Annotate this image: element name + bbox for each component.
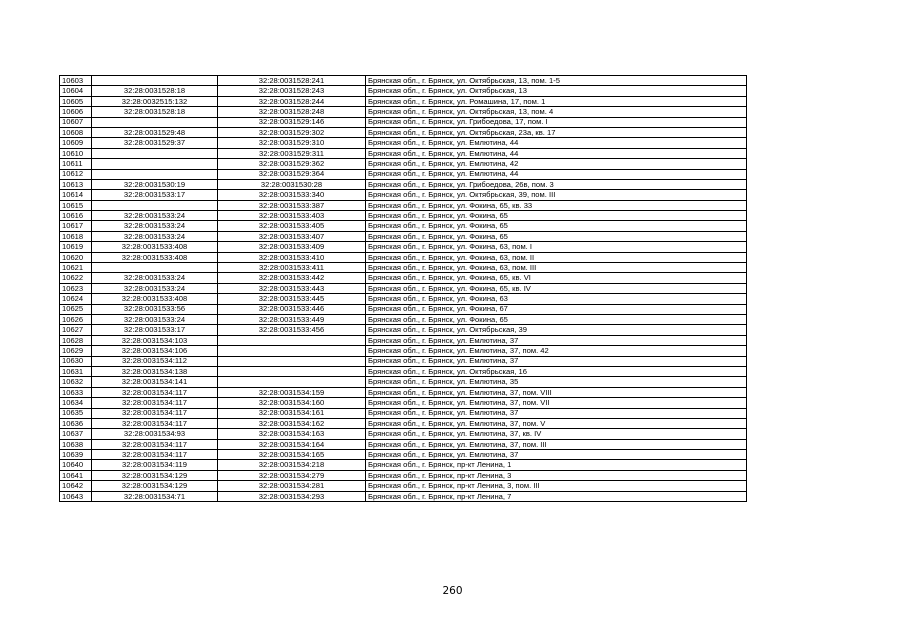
parcel-cadastral-number-cell: 32:28:0031534:71 xyxy=(92,491,218,501)
address-cell: Брянская обл., г. Брянск, ул. Грибоедова, 26в, пом. 3 xyxy=(366,179,747,189)
address-cell: Брянская обл., г. Брянск, ул. Октябрьская, 23а, кв. 17 xyxy=(366,127,747,137)
table-row xyxy=(60,491,747,501)
row-number-cell: 10620 xyxy=(60,252,92,262)
address-cell: Брянская обл., г. Брянск, ул. Фокина, 63 xyxy=(366,294,747,304)
address-cell: Брянская обл., г. Брянск, пр-кт Ленина, 7 xyxy=(366,491,747,501)
address-cell: Брянская обл., г. Брянск, ул. Емлютина, 37, пом. V xyxy=(366,418,747,428)
parcel-cadastral-number-cell xyxy=(92,169,218,179)
table-row xyxy=(60,148,747,158)
parcel-cadastral-number-cell: 32:28:0031533:24 xyxy=(92,221,218,231)
parcel-cadastral-number-cell: 32:28:0031533:408 xyxy=(92,294,218,304)
parcel-cadastral-number-cell: 32:28:0031533:24 xyxy=(92,231,218,241)
parcel-cadastral-number-cell: 32:28:0031534:112 xyxy=(92,356,218,366)
row-number-cell: 10619 xyxy=(60,242,92,252)
row-number-cell: 10643 xyxy=(60,491,92,501)
parcel-cadastral-number-cell: 32:28:0031533:24 xyxy=(92,211,218,221)
address-cell: Брянская обл., г. Брянск, ул. Емлютина, 37, пом. VII xyxy=(366,398,747,408)
parcel-cadastral-number-cell: 32:28:0031529:48 xyxy=(92,127,218,137)
row-number-cell: 10611 xyxy=(60,159,92,169)
table-row xyxy=(60,127,747,137)
parcel-cadastral-number-cell: 32:28:0031530:19 xyxy=(92,179,218,189)
row-number-cell: 10607 xyxy=(60,117,92,127)
table-row xyxy=(60,429,747,439)
object-cadastral-number-cell: 32:28:0031533:387 xyxy=(218,200,366,210)
parcel-cadastral-number-cell: 32:28:0031534:117 xyxy=(92,398,218,408)
row-number-cell: 10626 xyxy=(60,314,92,324)
object-cadastral-number-cell xyxy=(218,346,366,356)
address-cell: Брянская обл., г. Брянск, ул. Октябрьская, 39 xyxy=(366,325,747,335)
parcel-cadastral-number-cell: 32:28:0031534:103 xyxy=(92,335,218,345)
address-cell: Брянская обл., г. Брянск, пр-кт Ленина, 3, пом. III xyxy=(366,481,747,491)
table-row xyxy=(60,96,747,106)
address-cell: Брянская обл., г. Брянск, ул. Фокина, 65, кв. IV xyxy=(366,283,747,293)
table-row xyxy=(60,450,747,460)
object-cadastral-number-cell: 32:28:0031528:243 xyxy=(218,86,366,96)
table-row xyxy=(60,86,747,96)
row-number-cell: 10609 xyxy=(60,138,92,148)
table-row xyxy=(60,179,747,189)
address-cell: Брянская обл., г. Брянск, ул. Емлютина, 37 xyxy=(366,356,747,366)
address-cell: Брянская обл., г. Брянск, ул. Октябрьская, 13 xyxy=(366,86,747,96)
address-cell: Брянская обл., г. Брянск, ул. Октябрьская, 39, пом. III xyxy=(366,190,747,200)
object-cadastral-number-cell: 32:28:0031534:279 xyxy=(218,470,366,480)
object-cadastral-number-cell: 32:28:0031534:164 xyxy=(218,439,366,449)
object-cadastral-number-cell xyxy=(218,366,366,376)
row-number-cell: 10625 xyxy=(60,304,92,314)
row-number-cell: 10631 xyxy=(60,366,92,376)
object-cadastral-number-cell: 32:28:0031534:281 xyxy=(218,481,366,491)
object-cadastral-number-cell: 32:28:0031533:445 xyxy=(218,294,366,304)
object-cadastral-number-cell: 32:28:0031529:311 xyxy=(218,148,366,158)
object-cadastral-number-cell: 32:28:0031533:411 xyxy=(218,263,366,273)
records-table xyxy=(59,75,747,502)
parcel-cadastral-number-cell: 32:28:0031534:117 xyxy=(92,418,218,428)
parcel-cadastral-number-cell: 32:28:0031529:37 xyxy=(92,138,218,148)
address-cell: Брянская обл., г. Брянск, ул. Емлютина, 37 xyxy=(366,450,747,460)
table-row xyxy=(60,283,747,293)
parcel-cadastral-number-cell: 32:28:0031534:129 xyxy=(92,470,218,480)
parcel-cadastral-number-cell xyxy=(92,76,218,86)
address-cell: Брянская обл., г. Брянск, пр-кт Ленина, 1 xyxy=(366,460,747,470)
parcel-cadastral-number-cell: 32:28:0031534:117 xyxy=(92,387,218,397)
parcel-cadastral-number-cell: 32:28:0031534:119 xyxy=(92,460,218,470)
row-number-cell: 10628 xyxy=(60,335,92,345)
table-row xyxy=(60,377,747,387)
address-cell: Брянская обл., г. Брянск, ул. Емлютина, 37 xyxy=(366,335,747,345)
row-number-cell: 10621 xyxy=(60,263,92,273)
row-number-cell: 10613 xyxy=(60,179,92,189)
object-cadastral-number-cell: 32:28:0031534:159 xyxy=(218,387,366,397)
address-cell: Брянская обл., г. Брянск, ул. Емлютина, 35 xyxy=(366,377,747,387)
parcel-cadastral-number-cell: 32:28:0031533:408 xyxy=(92,252,218,262)
parcel-cadastral-number-cell: 32:28:0031534:138 xyxy=(92,366,218,376)
object-cadastral-number-cell xyxy=(218,377,366,387)
address-cell: Брянская обл., г. Брянск, ул. Емлютина, 37, кв. IV xyxy=(366,429,747,439)
row-number-cell: 10605 xyxy=(60,96,92,106)
object-cadastral-number-cell: 32:28:0031529:310 xyxy=(218,138,366,148)
table-row xyxy=(60,481,747,491)
parcel-cadastral-number-cell: 32:28:0031534:129 xyxy=(92,481,218,491)
address-cell: Брянская обл., г. Брянск, ул. Емлютина, 44 xyxy=(366,169,747,179)
row-number-cell: 10636 xyxy=(60,418,92,428)
address-cell: Брянская обл., г. Брянск, ул. Фокина, 65, кв. 33 xyxy=(366,200,747,210)
table-row xyxy=(60,346,747,356)
table-row xyxy=(60,200,747,210)
object-cadastral-number-cell xyxy=(218,335,366,345)
table-row xyxy=(60,294,747,304)
parcel-cadastral-number-cell: 32:28:0031534:93 xyxy=(92,429,218,439)
table-row xyxy=(60,138,747,148)
row-number-cell: 10616 xyxy=(60,211,92,221)
object-cadastral-number-cell: 32:28:0031533:410 xyxy=(218,252,366,262)
table-row xyxy=(60,304,747,314)
parcel-cadastral-number-cell xyxy=(92,117,218,127)
row-number-cell: 10606 xyxy=(60,107,92,117)
table-row xyxy=(60,190,747,200)
parcel-cadastral-number-cell: 32:28:0031528:18 xyxy=(92,107,218,117)
table-row xyxy=(60,273,747,283)
parcel-cadastral-number-cell: 32:28:0031534:117 xyxy=(92,408,218,418)
address-cell: Брянская обл., г. Брянск, ул. Фокина, 65 xyxy=(366,231,747,241)
row-number-cell: 10641 xyxy=(60,470,92,480)
table-row xyxy=(60,263,747,273)
parcel-cadastral-number-cell: 32:28:0031534:117 xyxy=(92,450,218,460)
row-number-cell: 10637 xyxy=(60,429,92,439)
object-cadastral-number-cell: 32:28:0031534:162 xyxy=(218,418,366,428)
object-cadastral-number-cell: 32:28:0031529:146 xyxy=(218,117,366,127)
parcel-cadastral-number-cell xyxy=(92,159,218,169)
table-row xyxy=(60,470,747,480)
object-cadastral-number-cell: 32:28:0031534:161 xyxy=(218,408,366,418)
row-number-cell: 10629 xyxy=(60,346,92,356)
row-number-cell: 10617 xyxy=(60,221,92,231)
row-number-cell: 10630 xyxy=(60,356,92,366)
table-row xyxy=(60,117,747,127)
address-cell: Брянская обл., г. Брянск, ул. Емлютина, 44 xyxy=(366,148,747,158)
object-cadastral-number-cell: 32:28:0031533:456 xyxy=(218,325,366,335)
object-cadastral-number-cell xyxy=(218,356,366,366)
object-cadastral-number-cell: 32:28:0031530:28 xyxy=(218,179,366,189)
address-cell: Брянская обл., г. Брянск, пр-кт Ленина, 3 xyxy=(366,470,747,480)
table-row xyxy=(60,211,747,221)
object-cadastral-number-cell: 32:28:0031533:449 xyxy=(218,314,366,324)
table-row xyxy=(60,242,747,252)
parcel-cadastral-number-cell xyxy=(92,148,218,158)
row-number-cell: 10612 xyxy=(60,169,92,179)
address-cell: Брянская обл., г. Брянск, ул. Фокина, 67 xyxy=(366,304,747,314)
row-number-cell: 10635 xyxy=(60,408,92,418)
parcel-cadastral-number-cell: 32:28:0031534:117 xyxy=(92,439,218,449)
object-cadastral-number-cell: 32:28:0031534:163 xyxy=(218,429,366,439)
row-number-cell: 10638 xyxy=(60,439,92,449)
table-row xyxy=(60,408,747,418)
object-cadastral-number-cell: 32:28:0031533:407 xyxy=(218,231,366,241)
table-row xyxy=(60,418,747,428)
row-number-cell: 10624 xyxy=(60,294,92,304)
object-cadastral-number-cell: 32:28:0031529:362 xyxy=(218,159,366,169)
address-cell: Брянская обл., г. Брянск, ул. Фокина, 65 xyxy=(366,314,747,324)
parcel-cadastral-number-cell: 32:28:0031533:408 xyxy=(92,242,218,252)
object-cadastral-number-cell: 32:28:0031533:446 xyxy=(218,304,366,314)
table-row xyxy=(60,76,747,86)
parcel-cadastral-number-cell: 32:28:0031533:56 xyxy=(92,304,218,314)
parcel-cadastral-number-cell xyxy=(92,263,218,273)
parcel-cadastral-number-cell: 32:28:0031534:106 xyxy=(92,346,218,356)
parcel-cadastral-number-cell xyxy=(92,200,218,210)
row-number-cell: 10622 xyxy=(60,273,92,283)
table-row xyxy=(60,159,747,169)
table-row xyxy=(60,325,747,335)
row-number-cell: 10642 xyxy=(60,481,92,491)
table-row xyxy=(60,335,747,345)
parcel-cadastral-number-cell: 32:28:0031528:18 xyxy=(92,86,218,96)
object-cadastral-number-cell: 32:28:0031528:248 xyxy=(218,107,366,117)
row-number-cell: 10604 xyxy=(60,86,92,96)
address-cell: Брянская обл., г. Брянск, ул. Фокина, 65 xyxy=(366,211,747,221)
table-row xyxy=(60,221,747,231)
table-row xyxy=(60,366,747,376)
row-number-cell: 10603 xyxy=(60,76,92,86)
address-cell: Брянская обл., г. Брянск, ул. Грибоедова, 17, пом. I xyxy=(366,117,747,127)
row-number-cell: 10610 xyxy=(60,148,92,158)
object-cadastral-number-cell: 32:28:0031533:442 xyxy=(218,273,366,283)
parcel-cadastral-number-cell: 32:28:0032515:132 xyxy=(92,96,218,106)
address-cell: Брянская обл., г. Брянск, ул. Октябрьская, 13, пом. 1-5 xyxy=(366,76,747,86)
table-row xyxy=(60,107,747,117)
address-cell: Брянская обл., г. Брянск, ул. Емлютина, 37 xyxy=(366,408,747,418)
row-number-cell: 10632 xyxy=(60,377,92,387)
parcel-cadastral-number-cell: 32:28:0031533:24 xyxy=(92,273,218,283)
table-row xyxy=(60,398,747,408)
parcel-cadastral-number-cell: 32:28:0031533:17 xyxy=(92,325,218,335)
object-cadastral-number-cell: 32:28:0031534:293 xyxy=(218,491,366,501)
address-cell: Брянская обл., г. Брянск, ул. Фокина, 63, пом. I xyxy=(366,242,747,252)
table-row xyxy=(60,439,747,449)
object-cadastral-number-cell: 32:28:0031529:302 xyxy=(218,127,366,137)
object-cadastral-number-cell: 32:28:0031534:218 xyxy=(218,460,366,470)
address-cell: Брянская обл., г. Брянск, ул. Октябрьская, 13, пом. 4 xyxy=(366,107,747,117)
parcel-cadastral-number-cell: 32:28:0031533:24 xyxy=(92,283,218,293)
parcel-cadastral-number-cell: 32:28:0031533:24 xyxy=(92,314,218,324)
address-cell: Брянская обл., г. Брянск, ул. Емлютина, 37, пом. 42 xyxy=(366,346,747,356)
row-number-cell: 10634 xyxy=(60,398,92,408)
object-cadastral-number-cell: 32:28:0031533:340 xyxy=(218,190,366,200)
row-number-cell: 10633 xyxy=(60,387,92,397)
object-cadastral-number-cell: 32:28:0031528:241 xyxy=(218,76,366,86)
object-cadastral-number-cell: 32:28:0031533:403 xyxy=(218,211,366,221)
page-number: 260 xyxy=(442,585,463,597)
row-number-cell: 10615 xyxy=(60,200,92,210)
table-row xyxy=(60,231,747,241)
address-cell: Брянская обл., г. Брянск, ул. Фокина, 63, пом. III xyxy=(366,263,747,273)
address-cell: Брянская обл., г. Брянск, ул. Фокина, 63, пом. II xyxy=(366,252,747,262)
address-cell: Брянская обл., г. Брянск, ул. Октябрьская, 16 xyxy=(366,366,747,376)
row-number-cell: 10627 xyxy=(60,325,92,335)
object-cadastral-number-cell: 32:28:0031533:443 xyxy=(218,283,366,293)
row-number-cell: 10639 xyxy=(60,450,92,460)
table-row xyxy=(60,387,747,397)
object-cadastral-number-cell: 32:28:0031533:409 xyxy=(218,242,366,252)
table-row xyxy=(60,169,747,179)
address-cell: Брянская обл., г. Брянск, ул. Фокина, 65, кв. VI xyxy=(366,273,747,283)
address-cell: Брянская обл., г. Брянск, ул. Фокина, 65 xyxy=(366,221,747,231)
table-row xyxy=(60,314,747,324)
object-cadastral-number-cell: 32:28:0031534:160 xyxy=(218,398,366,408)
object-cadastral-number-cell: 32:28:0031534:165 xyxy=(218,450,366,460)
address-cell: Брянская обл., г. Брянск, ул. Емлютина, 42 xyxy=(366,159,747,169)
row-number-cell: 10614 xyxy=(60,190,92,200)
row-number-cell: 10608 xyxy=(60,127,92,137)
row-number-cell: 10640 xyxy=(60,460,92,470)
object-cadastral-number-cell: 32:28:0031529:364 xyxy=(218,169,366,179)
table-row xyxy=(60,252,747,262)
table-row xyxy=(60,460,747,470)
address-cell: Брянская обл., г. Брянск, ул. Емлютина, 37, пом. III xyxy=(366,439,747,449)
object-cadastral-number-cell: 32:28:0031533:405 xyxy=(218,221,366,231)
records-table-body xyxy=(60,76,747,502)
row-number-cell: 10618 xyxy=(60,231,92,241)
address-cell: Брянская обл., г. Брянск, ул. Емлютина, 37, пом. VIII xyxy=(366,387,747,397)
row-number-cell: 10623 xyxy=(60,283,92,293)
parcel-cadastral-number-cell: 32:28:0031533:17 xyxy=(92,190,218,200)
address-cell: Брянская обл., г. Брянск, ул. Емлютина, 44 xyxy=(366,138,747,148)
table-row xyxy=(60,356,747,366)
parcel-cadastral-number-cell: 32:28:0031534:141 xyxy=(92,377,218,387)
address-cell: Брянская обл., г. Брянск, ул. Ромашина, 17, пом. 1 xyxy=(366,96,747,106)
object-cadastral-number-cell: 32:28:0031528:244 xyxy=(218,96,366,106)
